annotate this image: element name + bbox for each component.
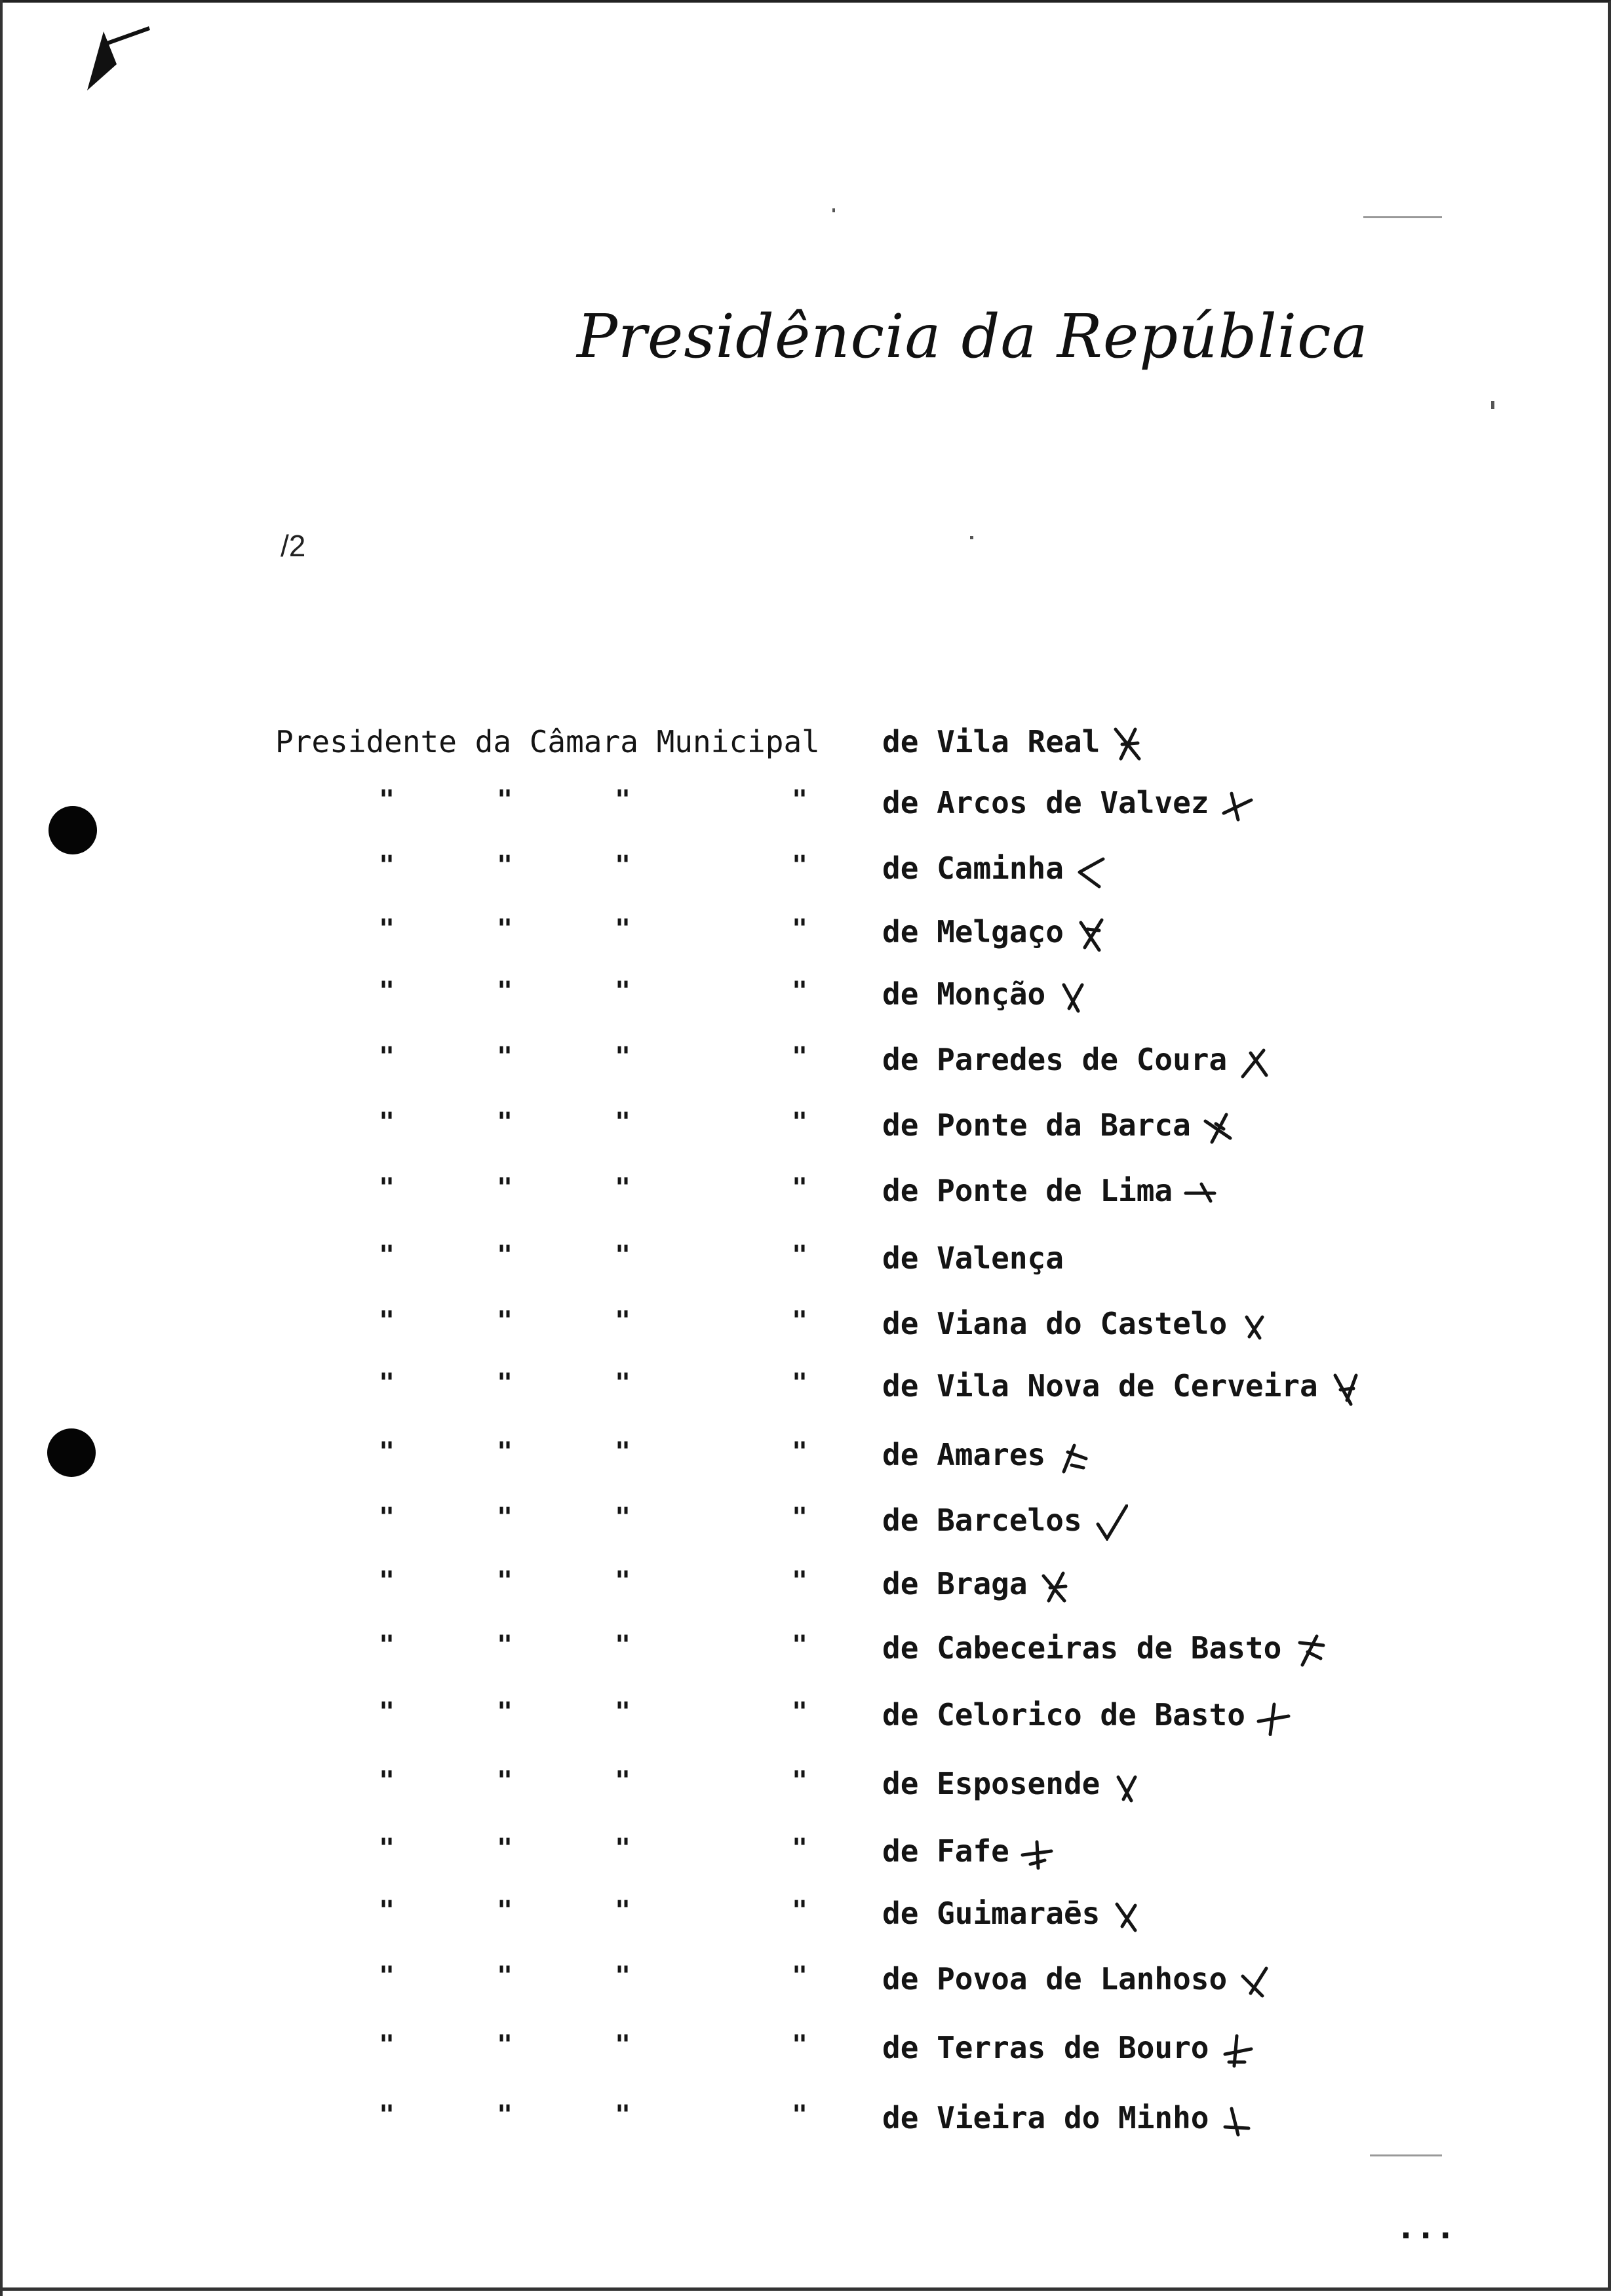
- ditto-mark: ": [497, 1896, 513, 1926]
- ditto-mark: ": [792, 1697, 808, 1727]
- ditto-mark: ": [497, 1630, 513, 1660]
- entry-row: [0, 1566, 1615, 1612]
- entry-row: [0, 1240, 1615, 1286]
- entry-row: [0, 1107, 1615, 1153]
- scan-speck: [1491, 401, 1494, 409]
- entry-row: [0, 1306, 1615, 1352]
- municipality-name: [882, 1630, 1327, 1669]
- ditto-mark: ": [497, 1502, 513, 1533]
- ditto-mark: ": [379, 1042, 395, 1072]
- ditto-mark: ": [497, 785, 513, 815]
- entry-row: [0, 2100, 1615, 2146]
- ditto-mark: ": [792, 1240, 808, 1271]
- corner-tick-mark: [77, 25, 156, 97]
- ditto-mark: ": [379, 2030, 395, 2060]
- handwritten-check-mark: [1055, 978, 1091, 1015]
- ditto-mark: ": [379, 976, 395, 1006]
- ditto-mark: ": [615, 914, 631, 944]
- ditto-mark: ": [379, 1833, 395, 1864]
- ditto-mark: ": [792, 1566, 808, 1596]
- letterhead-title: Presidência da República: [577, 301, 1369, 372]
- ditto-mark: ": [497, 2100, 513, 2130]
- ditto-mark: ": [497, 1173, 513, 1203]
- municipality-name: [882, 851, 1110, 889]
- ditto-mark: ": [792, 851, 808, 881]
- entry-row: [0, 1697, 1615, 1743]
- ditto-mark: ": [497, 1566, 513, 1596]
- handwritten-check-mark: [1182, 1175, 1218, 1212]
- ditto-mark: ": [792, 914, 808, 944]
- ditto-mark: ": [792, 1306, 808, 1336]
- ditto-mark: ": [379, 1502, 395, 1533]
- ditto-mark: ": [497, 1961, 513, 1991]
- ditto-mark: ": [379, 1896, 395, 1926]
- ditto-mark: ": [615, 1961, 631, 1991]
- municipality-name: [882, 1107, 1237, 1146]
- ditto-mark: ": [379, 1173, 395, 1203]
- municipality-label: de Monção: [882, 976, 1046, 1012]
- ditto-mark: ": [497, 1240, 513, 1271]
- municipality-name: [882, 1240, 1064, 1276]
- ditto-mark: ": [792, 1502, 808, 1533]
- municipality-name: [882, 1896, 1146, 1934]
- municipality-label: de Terras de Bouro: [882, 2030, 1209, 2065]
- handwritten-check-mark: [1019, 1835, 1055, 1872]
- ditto-mark: ": [615, 1896, 631, 1926]
- municipality-name: [882, 976, 1091, 1015]
- ditto-mark: ": [497, 2030, 513, 2060]
- municipality-label: de Vieira do Minho: [882, 2100, 1209, 2135]
- ditto-mark: ": [615, 1173, 631, 1203]
- ditto-mark: ": [379, 1437, 395, 1467]
- ditto-mark: ": [379, 914, 395, 944]
- municipality-name: [882, 724, 1146, 763]
- municipality-label: de Povoa de Lanhoso: [882, 1961, 1228, 1997]
- handwritten-check-mark: [1109, 726, 1146, 763]
- municipality-label: de Vila Nova de Cerveira: [882, 1368, 1318, 1404]
- municipality-label: de Viana do Castelo: [882, 1306, 1228, 1341]
- ditto-mark: ": [497, 1697, 513, 1727]
- entry-row: [0, 1833, 1615, 1879]
- handwritten-check-mark: [1236, 1044, 1273, 1081]
- municipality-name: [882, 2030, 1255, 2069]
- scan-speck: [1370, 2154, 1442, 2156]
- ditto-mark: ": [379, 1566, 395, 1596]
- ditto-mark: ": [792, 1368, 808, 1398]
- entry-row: [0, 724, 1615, 770]
- entry-row: [0, 1042, 1615, 1088]
- scan-speck: [1363, 216, 1442, 218]
- ditto-mark: ": [379, 1368, 395, 1398]
- ditto-mark: ": [615, 1697, 631, 1727]
- ditto-mark: ": [792, 1961, 808, 1991]
- municipality-name: [882, 1697, 1291, 1736]
- ditto-mark: ": [379, 851, 395, 881]
- handwritten-check-mark: [1291, 1632, 1327, 1669]
- municipality-label: de Guimaraēs: [882, 1896, 1100, 1931]
- ditto-mark: ": [615, 1566, 631, 1596]
- entry-row: [0, 1766, 1615, 1812]
- municipality-label: de Celorico de Basto: [882, 1697, 1245, 1732]
- ditto-mark: ": [615, 2100, 631, 2130]
- handwritten-check-mark: [1109, 1898, 1146, 1934]
- handwritten-check-mark: [1218, 2032, 1255, 2069]
- ditto-mark: ": [379, 2100, 395, 2130]
- ditto-mark: ": [379, 1697, 395, 1727]
- ditto-mark: ": [792, 1833, 808, 1864]
- ditto-mark: ": [792, 1042, 808, 1072]
- municipality-name: [882, 1306, 1273, 1345]
- handwritten-check-mark: [1073, 916, 1110, 953]
- ditto-mark: ": [497, 1833, 513, 1864]
- ditto-mark: ": [497, 914, 513, 944]
- handwritten-check-mark: [1200, 1109, 1237, 1146]
- handwritten-check-mark: [1091, 1504, 1128, 1541]
- municipality-label: de Braga: [882, 1566, 1028, 1601]
- ditto-mark: ": [615, 2030, 631, 2060]
- ditto-mark: ": [497, 1306, 513, 1336]
- ditto-mark: ": [615, 1042, 631, 1072]
- handwritten-check-mark: [1327, 1370, 1364, 1407]
- ditto-mark: ": [615, 851, 631, 881]
- entry-row: [0, 785, 1615, 831]
- handwritten-check-mark: [1037, 1568, 1074, 1605]
- entry-row: [0, 1502, 1615, 1548]
- municipality-name: [882, 914, 1110, 953]
- handwritten-check-mark: [1218, 787, 1255, 824]
- ditto-mark: ": [792, 1766, 808, 1796]
- ditto-mark: ": [792, 2030, 808, 2060]
- municipality-name: [882, 1566, 1074, 1605]
- ditto-mark: ": [615, 1437, 631, 1467]
- ditto-mark: ": [792, 1173, 808, 1203]
- handwritten-check-mark: [1255, 1699, 1291, 1736]
- municipality-name: [882, 1833, 1055, 1872]
- ditto-mark: ": [615, 1368, 631, 1398]
- handwritten-check-mark: [1055, 1439, 1091, 1476]
- ditto-mark: ": [497, 1437, 513, 1467]
- ditto-mark: ": [615, 1306, 631, 1336]
- municipality-label: de Caminha: [882, 851, 1064, 886]
- entry-row: [0, 1173, 1615, 1219]
- entry-row: [0, 976, 1615, 1022]
- ditto-mark: ": [497, 976, 513, 1006]
- ditto-mark: ": [379, 1306, 395, 1336]
- entry-row: [0, 914, 1615, 960]
- ditto-mark: ": [379, 1766, 395, 1796]
- municipality-label: de Paredes de Coura: [882, 1042, 1228, 1077]
- entry-row: [0, 1896, 1615, 1942]
- municipality-label: de Melgaço: [882, 914, 1064, 949]
- ditto-mark: ": [379, 1107, 395, 1138]
- municipality-name: [882, 1502, 1128, 1541]
- handwritten-check-mark: [1236, 1308, 1273, 1345]
- handwritten-check-mark: [1218, 2102, 1255, 2139]
- entry-row: [0, 1437, 1615, 1483]
- ditto-mark: ": [379, 785, 395, 815]
- ditto-mark: ": [497, 1107, 513, 1138]
- ditto-mark: ": [792, 1896, 808, 1926]
- entry-heading-prefix: Presidente da Câmara Municipal: [275, 724, 820, 759]
- ditto-mark: ": [792, 976, 808, 1006]
- municipality-name: [882, 2100, 1255, 2139]
- ditto-mark: ": [497, 1042, 513, 1072]
- municipality-label: de Arcos de Valvez: [882, 785, 1209, 820]
- ditto-mark: ": [792, 785, 808, 815]
- municipality-name: [882, 785, 1255, 824]
- ditto-mark: ": [497, 1368, 513, 1398]
- municipality-name: [882, 1368, 1364, 1407]
- ditto-mark: ": [615, 976, 631, 1006]
- ditto-mark: ": [615, 785, 631, 815]
- municipality-label: de Barcelos: [882, 1502, 1082, 1538]
- page-number: /2: [281, 529, 306, 563]
- ditto-mark: ": [379, 1961, 395, 1991]
- handwritten-check-mark: [1073, 852, 1110, 889]
- ditto-mark: ": [615, 1502, 631, 1533]
- municipality-name: [882, 1437, 1091, 1476]
- ditto-mark: ": [792, 2100, 808, 2130]
- ditto-mark: ": [497, 851, 513, 881]
- municipality-label: de Esposende: [882, 1766, 1100, 1801]
- ditto-mark: ": [615, 1240, 631, 1271]
- ditto-mark: ": [497, 1766, 513, 1796]
- ditto-mark: ": [792, 1630, 808, 1660]
- entry-row: [0, 1630, 1615, 1676]
- handwritten-check-mark: [1236, 1963, 1273, 2000]
- handwritten-check-mark: [1109, 1768, 1146, 1805]
- municipality-label: de Ponte da Barca: [882, 1107, 1191, 1143]
- ditto-mark: ": [615, 1107, 631, 1138]
- municipality-name: [882, 1173, 1218, 1212]
- continuation-mark: ...: [1396, 2208, 1456, 2246]
- ditto-mark: ": [615, 1630, 631, 1660]
- entry-row: [0, 851, 1615, 896]
- ditto-mark: ": [792, 1107, 808, 1138]
- entry-row: [0, 1961, 1615, 2007]
- municipality-name: [882, 1961, 1273, 2000]
- ditto-mark: ": [379, 1630, 395, 1660]
- municipality-label: de Ponte de Lima: [882, 1173, 1173, 1208]
- municipality-label: de Amares: [882, 1437, 1046, 1472]
- municipality-label: de Fafe: [882, 1833, 1009, 1869]
- entry-row: [0, 1368, 1615, 1414]
- municipality-label: de Valença: [882, 1240, 1064, 1276]
- municipality-label: de Cabeceiras de Basto: [882, 1630, 1282, 1666]
- municipality-label: de Vila Real: [882, 724, 1100, 759]
- entry-row: [0, 2030, 1615, 2076]
- scan-speck: [970, 536, 973, 539]
- municipality-name: [882, 1766, 1146, 1805]
- ditto-mark: ": [792, 1437, 808, 1467]
- ditto-mark: ": [615, 1833, 631, 1864]
- ditto-mark: ": [379, 1240, 395, 1271]
- ditto-mark: ": [615, 1766, 631, 1796]
- scan-speck: [832, 208, 835, 212]
- municipality-name: [882, 1042, 1273, 1081]
